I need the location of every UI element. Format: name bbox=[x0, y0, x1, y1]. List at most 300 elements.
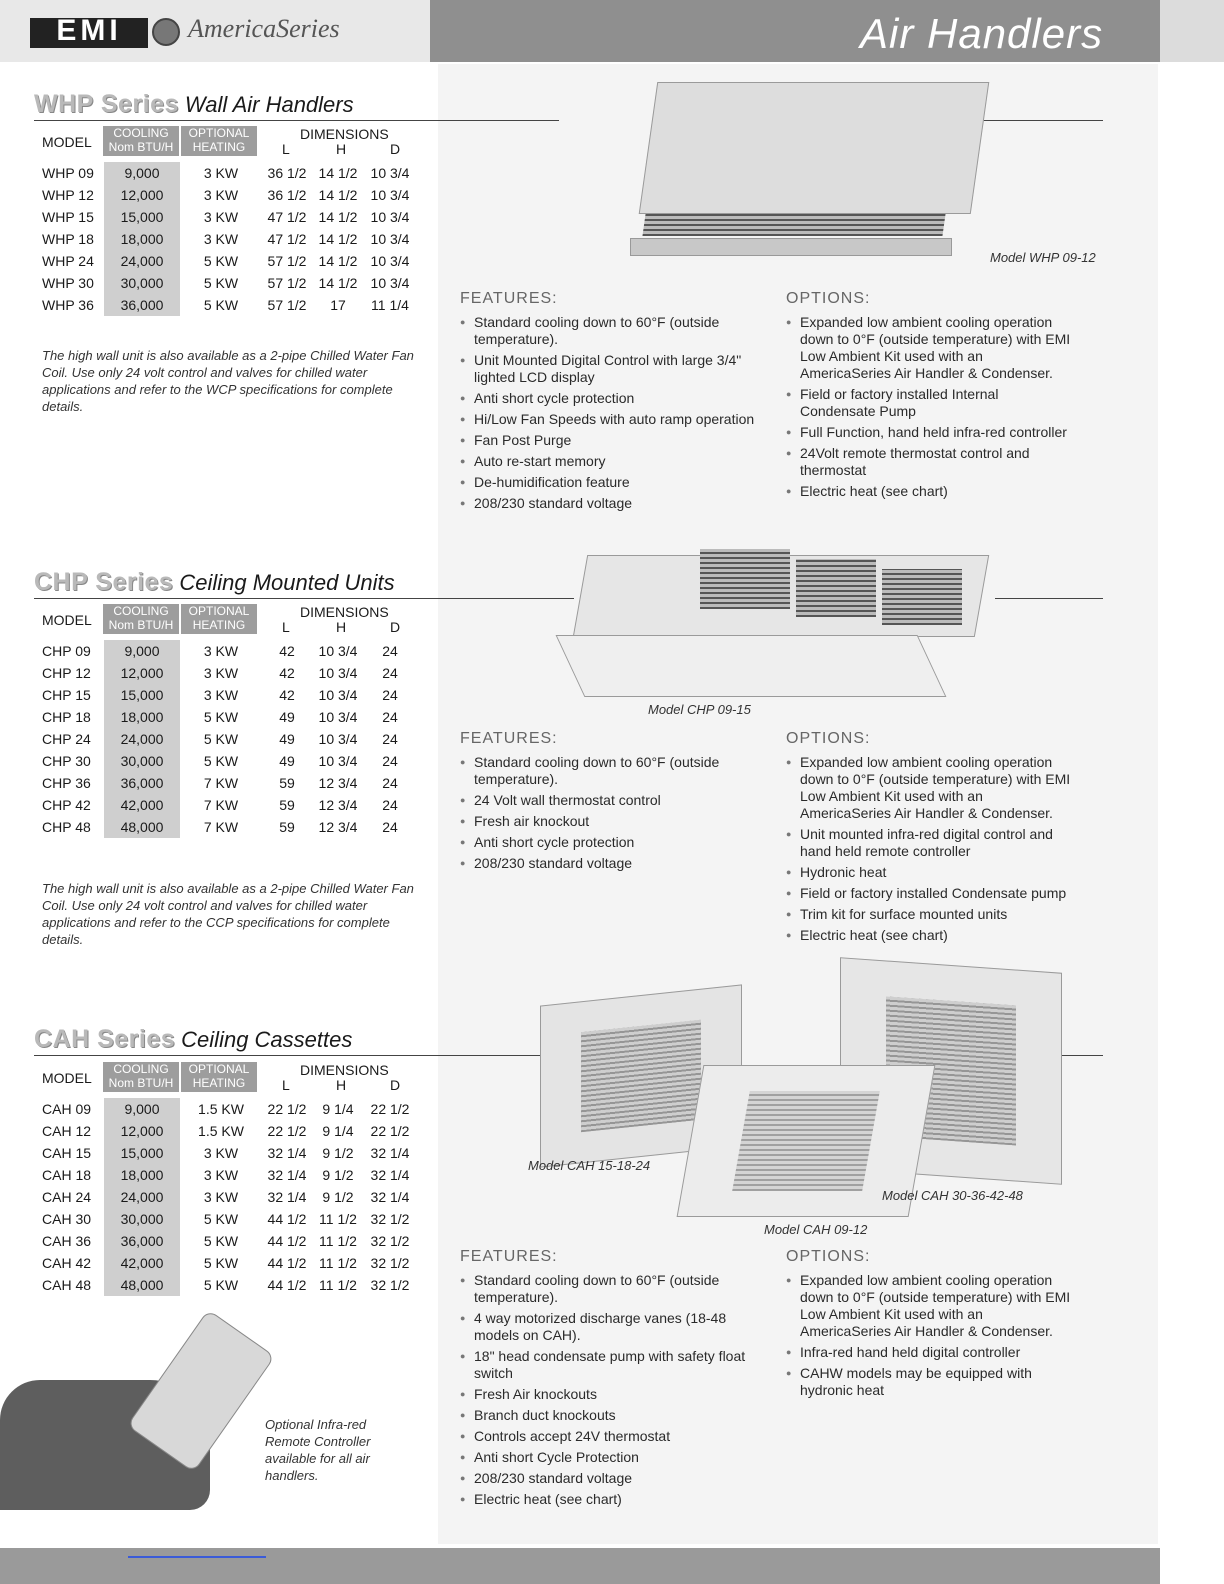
table-row bbox=[42, 816, 416, 838]
emi-logo: EMI bbox=[56, 14, 122, 47]
cell-heating: 7 KW bbox=[203, 797, 239, 813]
cell-l: 44 1/2 bbox=[267, 1211, 307, 1227]
cah-unit-medium-grille bbox=[732, 1091, 880, 1191]
cell-cooling: 24,000 bbox=[104, 1186, 180, 1208]
cah-options-label: OPTIONS: bbox=[786, 1248, 871, 1265]
table-row bbox=[42, 1230, 416, 1252]
table-row bbox=[42, 1186, 416, 1208]
table-row bbox=[42, 750, 416, 772]
cell-heating: 5 KW bbox=[203, 731, 239, 747]
cell-heating: 3 KW bbox=[203, 209, 239, 225]
cell-d: 24 bbox=[382, 687, 398, 703]
cell-h: 9 1/4 bbox=[322, 1123, 354, 1139]
table-row bbox=[42, 272, 416, 294]
list-item: ● Full Function, hand held infra-red controller bbox=[786, 424, 1076, 441]
cell-model: CHP 36 bbox=[42, 775, 91, 791]
cell-l: 36 1/2 bbox=[267, 165, 307, 181]
cell-l: 32 1/4 bbox=[267, 1189, 307, 1205]
cell-cooling: 30,000 bbox=[104, 1208, 180, 1230]
cell-h: 11 1/2 bbox=[319, 1277, 357, 1293]
cell-h: 11 1/2 bbox=[319, 1211, 357, 1227]
cell-l: 44 1/2 bbox=[267, 1277, 307, 1293]
cell-model: WHP 15 bbox=[42, 209, 94, 225]
cell-h: 10 3/4 bbox=[318, 709, 358, 725]
cell-heating: 3 KW bbox=[203, 643, 239, 659]
cell-l: 42 bbox=[279, 643, 295, 659]
list-item: ● CAHW models may be equipped with hydronic heat bbox=[786, 1365, 1076, 1399]
whp-spec-table bbox=[42, 162, 416, 316]
cell-l: 32 1/4 bbox=[267, 1167, 307, 1183]
whp-options-list bbox=[786, 314, 1076, 504]
table-row bbox=[42, 162, 416, 184]
list-item: ● Standard cooling down to 60°F (outside temperature). bbox=[460, 754, 760, 788]
list-item: ● Hydronic heat bbox=[786, 864, 1076, 881]
cell-d: 11 1/4 bbox=[371, 297, 409, 313]
cell-l: 59 bbox=[279, 819, 295, 835]
cell-h: 12 3/4 bbox=[318, 819, 358, 835]
cah-cooling-header-l2: Nom BTU/H bbox=[108, 1076, 174, 1090]
cell-h: 14 1/2 bbox=[318, 231, 358, 247]
cell-model: CAH 15 bbox=[42, 1145, 92, 1161]
cell-h: 9 1/2 bbox=[322, 1145, 354, 1161]
cell-heating: 5 KW bbox=[203, 297, 239, 313]
brand-series: AmericaSeries bbox=[188, 14, 340, 43]
page-footer bbox=[0, 1548, 1160, 1584]
cell-cooling: 9,000 bbox=[104, 162, 180, 184]
cell-d: 22 1/2 bbox=[370, 1123, 410, 1139]
cell-l: 49 bbox=[279, 753, 295, 769]
cah-heating-header bbox=[181, 1062, 257, 1092]
list-item: ● 208/230 standard voltage bbox=[460, 495, 770, 512]
cell-l: 59 bbox=[279, 775, 295, 791]
cell-model: CAH 48 bbox=[42, 1277, 92, 1293]
cell-heating: 3 KW bbox=[203, 1167, 239, 1183]
cell-cooling: 36,000 bbox=[104, 1230, 180, 1252]
whp-unit-body bbox=[639, 82, 990, 214]
cell-heating: 3 KW bbox=[203, 187, 239, 203]
list-item: ● Infra-red hand held digital controller bbox=[786, 1344, 1076, 1361]
cell-model: CHP 09 bbox=[42, 643, 91, 659]
cell-l: 22 1/2 bbox=[267, 1101, 307, 1117]
cell-heating: 5 KW bbox=[203, 1255, 239, 1271]
cell-model: CHP 48 bbox=[42, 819, 91, 835]
cell-d: 10 3/4 bbox=[370, 209, 410, 225]
chp-series-heading bbox=[34, 568, 395, 597]
cell-l: 44 1/2 bbox=[267, 1255, 307, 1271]
cell-l: 42 bbox=[279, 687, 295, 703]
cell-h: 12 3/4 bbox=[318, 775, 358, 791]
cell-d: 24 bbox=[382, 753, 398, 769]
cell-model: WHP 24 bbox=[42, 253, 94, 269]
table-row bbox=[42, 206, 416, 228]
list-item: ● Anti short cycle protection bbox=[460, 390, 770, 407]
cell-h: 11 1/2 bbox=[319, 1233, 357, 1249]
cell-d: 24 bbox=[382, 775, 398, 791]
table-row bbox=[42, 640, 416, 662]
cell-d: 32 1/2 bbox=[370, 1233, 410, 1249]
cell-heating: 1.5 KW bbox=[198, 1101, 244, 1117]
chp-cooling-header-l1: COOLING bbox=[113, 604, 169, 618]
list-item: ● 208/230 standard voltage bbox=[460, 855, 760, 872]
cell-model: CAH 42 bbox=[42, 1255, 92, 1271]
cell-h: 9 1/4 bbox=[322, 1101, 354, 1117]
chp-heating-header-l2: HEATING bbox=[192, 618, 246, 632]
cell-l: 47 1/2 bbox=[267, 231, 307, 247]
cell-model: WHP 18 bbox=[42, 231, 94, 247]
list-item: ● Trim kit for surface mounted units bbox=[786, 906, 1076, 923]
cell-d: 22 1/2 bbox=[370, 1101, 410, 1117]
whp-unit-grille bbox=[642, 214, 945, 236]
cell-h: 10 3/4 bbox=[318, 753, 358, 769]
cell-heating: 3 KW bbox=[203, 665, 239, 681]
cell-h: 12 3/4 bbox=[318, 797, 358, 813]
list-item: ● Standard cooling down to 60°F (outside temperature). bbox=[460, 1272, 760, 1306]
cell-heating: 7 KW bbox=[203, 819, 239, 835]
cell-d: 24 bbox=[382, 731, 398, 747]
cah-heating-header-l1: OPTIONAL bbox=[188, 1062, 250, 1076]
chp-unit-grille-2 bbox=[796, 559, 876, 617]
cell-h: 14 1/2 bbox=[318, 165, 358, 181]
cell-h: 9 1/2 bbox=[322, 1167, 354, 1183]
cell-d: 32 1/2 bbox=[370, 1255, 410, 1271]
cell-model: CHP 30 bbox=[42, 753, 91, 769]
cell-cooling: 15,000 bbox=[104, 684, 180, 706]
cell-cooling: 15,000 bbox=[104, 206, 180, 228]
cell-l: 57 1/2 bbox=[267, 275, 307, 291]
whp-model-header: MODEL bbox=[42, 134, 92, 150]
cell-h: 11 1/2 bbox=[319, 1255, 357, 1271]
whp-unit-base bbox=[630, 238, 952, 256]
cah-model-caption-c: Model CAH 09-12 bbox=[764, 1222, 868, 1237]
cell-cooling: 24,000 bbox=[104, 728, 180, 750]
whp-cooling-header bbox=[103, 126, 179, 156]
chp-unit-grille-1 bbox=[700, 549, 790, 609]
cell-model: CHP 18 bbox=[42, 709, 91, 725]
whp-d-header: D bbox=[390, 141, 401, 157]
cah-options-list bbox=[786, 1272, 1076, 1403]
cell-heating: 7 KW bbox=[203, 775, 239, 791]
chp-model-header: MODEL bbox=[42, 612, 92, 628]
whp-heating-header-l2: HEATING bbox=[192, 140, 246, 154]
table-row bbox=[42, 1274, 416, 1296]
cell-h: 10 3/4 bbox=[318, 643, 358, 659]
cah-model-caption-a: Model CAH 15-18-24 bbox=[528, 1158, 651, 1173]
cell-l: 57 1/2 bbox=[267, 253, 307, 269]
cell-heating: 5 KW bbox=[203, 1233, 239, 1249]
cell-model: WHP 09 bbox=[42, 165, 94, 181]
cell-model: CHP 42 bbox=[42, 797, 91, 813]
cah-l-header: L bbox=[282, 1077, 290, 1093]
chp-rule-right bbox=[995, 598, 1103, 599]
whp-options-label: OPTIONS: bbox=[786, 290, 871, 307]
cell-heating: 5 KW bbox=[203, 753, 239, 769]
chp-series-code: CHP Series bbox=[34, 568, 174, 596]
chp-unit-side bbox=[556, 635, 947, 697]
cell-cooling: 18,000 bbox=[104, 228, 180, 250]
page-title: Air Handlers bbox=[860, 10, 1104, 57]
cah-model-caption-b: Model CAH 30-36-42-48 bbox=[882, 1188, 1023, 1203]
cell-d: 10 3/4 bbox=[370, 187, 410, 203]
cell-heating: 3 KW bbox=[203, 231, 239, 247]
cah-units-image bbox=[540, 965, 1060, 1225]
cell-cooling: 30,000 bbox=[104, 750, 180, 772]
list-item: ● Unit Mounted Digital Control with large 3/4" lighted LCD display bbox=[460, 352, 770, 386]
cell-d: 24 bbox=[382, 797, 398, 813]
cell-heating: 3 KW bbox=[203, 687, 239, 703]
remote-controller-image bbox=[0, 1320, 270, 1520]
list-item: ● Controls accept 24V thermostat bbox=[460, 1428, 760, 1445]
cell-d: 10 3/4 bbox=[370, 165, 410, 181]
table-row bbox=[42, 1142, 416, 1164]
cell-model: WHP 36 bbox=[42, 297, 94, 313]
list-item: ● Field or factory installed Condensate pump bbox=[786, 885, 1076, 902]
table-row bbox=[42, 1252, 416, 1274]
chp-unit-grille-3 bbox=[882, 569, 962, 625]
table-row bbox=[42, 184, 416, 206]
cell-cooling: 42,000 bbox=[104, 1252, 180, 1274]
table-row bbox=[42, 684, 416, 706]
chp-features-label: FEATURES: bbox=[460, 730, 558, 747]
whp-unit-image bbox=[620, 82, 980, 262]
table-row bbox=[42, 1098, 416, 1120]
cell-cooling: 9,000 bbox=[104, 640, 180, 662]
chp-heating-header-l1: OPTIONAL bbox=[188, 604, 250, 618]
list-item: ● Fresh Air knockouts bbox=[460, 1386, 760, 1403]
list-item: ● 18" head condensate pump with safety float switch bbox=[460, 1348, 760, 1382]
whp-l-header: L bbox=[282, 141, 290, 157]
cell-l: 57 1/2 bbox=[267, 297, 307, 313]
cah-series-heading bbox=[34, 1025, 352, 1054]
cell-model: CAH 09 bbox=[42, 1101, 92, 1117]
cell-cooling: 18,000 bbox=[104, 706, 180, 728]
cell-h: 14 1/2 bbox=[318, 253, 358, 269]
cell-d: 32 1/2 bbox=[370, 1211, 410, 1227]
cell-l: 49 bbox=[279, 731, 295, 747]
cah-d-header: D bbox=[390, 1077, 401, 1093]
chp-l-header: L bbox=[282, 619, 290, 635]
whp-features-list bbox=[460, 314, 770, 516]
list-item: ● 24 Volt wall thermostat control bbox=[460, 792, 760, 809]
chp-spec-table bbox=[42, 640, 416, 838]
cell-h: 10 3/4 bbox=[318, 687, 358, 703]
cell-l: 22 1/2 bbox=[267, 1123, 307, 1139]
cell-heating: 3 KW bbox=[203, 165, 239, 181]
cell-model: CAH 18 bbox=[42, 1167, 92, 1183]
table-row bbox=[42, 1120, 416, 1142]
chp-series-subtitle: Ceiling Mounted Units bbox=[179, 570, 395, 595]
cah-features-list bbox=[460, 1272, 760, 1512]
list-item: ● 24Volt remote thermostat control and thermostat bbox=[786, 445, 1076, 479]
table-row bbox=[42, 294, 416, 316]
chp-unit-image bbox=[560, 525, 1000, 710]
chp-features-list bbox=[460, 754, 760, 876]
cell-cooling: 12,000 bbox=[104, 1120, 180, 1142]
cell-h: 17 bbox=[330, 297, 346, 313]
globe-icon bbox=[152, 18, 180, 46]
whp-features-label: FEATURES: bbox=[460, 290, 558, 307]
list-item: ● Unit mounted infra-red digital control and hand held remote controller bbox=[786, 826, 1076, 860]
cell-cooling: 9,000 bbox=[104, 1098, 180, 1120]
cell-h: 14 1/2 bbox=[318, 275, 358, 291]
whp-series-heading bbox=[34, 90, 354, 119]
table-row bbox=[42, 250, 416, 272]
cell-l: 47 1/2 bbox=[267, 209, 307, 225]
cah-rule bbox=[34, 1055, 554, 1056]
cell-l: 44 1/2 bbox=[267, 1233, 307, 1249]
cell-model: CAH 30 bbox=[42, 1211, 92, 1227]
cell-d: 24 bbox=[382, 665, 398, 681]
whp-cooling-header-l2: Nom BTU/H bbox=[108, 140, 174, 154]
cah-cooling-header bbox=[103, 1062, 179, 1092]
cell-heating: 3 KW bbox=[203, 1189, 239, 1205]
cell-d: 32 1/4 bbox=[370, 1167, 410, 1183]
list-item: ● Fresh air knockout bbox=[460, 813, 760, 830]
table-row bbox=[42, 772, 416, 794]
table-row bbox=[42, 662, 416, 684]
cell-h: 14 1/2 bbox=[318, 209, 358, 225]
cell-l: 49 bbox=[279, 709, 295, 725]
list-item: ● Expanded low ambient cooling operation down to 0°F (outside temperature) with EMI Low Ambient Kit used with an AmericaSeries Air Handler & Condenser. bbox=[786, 314, 1076, 382]
chp-options-list bbox=[786, 754, 1076, 948]
cell-h: 10 3/4 bbox=[318, 731, 358, 747]
table-row bbox=[42, 1208, 416, 1230]
cell-heating: 5 KW bbox=[203, 275, 239, 291]
cah-features-label: FEATURES: bbox=[460, 1248, 558, 1265]
cell-heating: 3 KW bbox=[203, 1145, 239, 1161]
cell-d: 24 bbox=[382, 819, 398, 835]
whp-rule-right bbox=[975, 120, 1103, 121]
list-item: ● Branch duct knockouts bbox=[460, 1407, 760, 1424]
cell-l: 59 bbox=[279, 797, 295, 813]
list-item: ● Electric heat (see chart) bbox=[786, 927, 1076, 944]
cell-h: 14 1/2 bbox=[318, 187, 358, 203]
cell-heating: 5 KW bbox=[203, 709, 239, 725]
cah-series-subtitle: Ceiling Cassettes bbox=[181, 1027, 353, 1052]
cell-d: 32 1/4 bbox=[370, 1145, 410, 1161]
cah-dimensions-header: DIMENSIONS bbox=[300, 1062, 389, 1078]
cell-cooling: 48,000 bbox=[104, 1274, 180, 1296]
cah-model-header: MODEL bbox=[42, 1070, 92, 1086]
cell-cooling: 36,000 bbox=[104, 772, 180, 794]
list-item: ● Anti short cycle protection bbox=[460, 834, 760, 851]
cell-model: CAH 24 bbox=[42, 1189, 92, 1205]
cell-model: CAH 36 bbox=[42, 1233, 92, 1249]
list-item: ● Anti short Cycle Protection bbox=[460, 1449, 760, 1466]
list-item: ● Standard cooling down to 60°F (outside temperature). bbox=[460, 314, 770, 348]
chp-heating-header bbox=[181, 604, 257, 634]
whp-model-caption: Model WHP 09-12 bbox=[990, 250, 1096, 265]
list-item: ● Field or factory installed Internal Condensate Pump bbox=[786, 386, 1076, 420]
cah-h-header: H bbox=[336, 1077, 347, 1093]
cah-spec-table bbox=[42, 1098, 416, 1296]
whp-series-code: WHP Series bbox=[34, 90, 179, 118]
chp-d-header: D bbox=[390, 619, 401, 635]
cell-cooling: 18,000 bbox=[104, 1164, 180, 1186]
cell-heating: 5 KW bbox=[203, 1211, 239, 1227]
cell-cooling: 30,000 bbox=[104, 272, 180, 294]
cell-cooling: 12,000 bbox=[104, 662, 180, 684]
list-item: ● Electric heat (see chart) bbox=[786, 483, 1076, 500]
cell-h: 10 3/4 bbox=[318, 665, 358, 681]
cell-cooling: 36,000 bbox=[104, 294, 180, 316]
list-item: ● Expanded low ambient cooling operation down to 0°F (outside temperature) with EMI Low Ambient Kit used with an AmericaSeries Air Handler & Condenser. bbox=[786, 1272, 1076, 1340]
list-item: ● Electric heat (see chart) bbox=[460, 1491, 760, 1508]
cell-l: 42 bbox=[279, 665, 295, 681]
cell-model: CAH 12 bbox=[42, 1123, 92, 1139]
cell-model: CHP 15 bbox=[42, 687, 91, 703]
cell-model: CHP 12 bbox=[42, 665, 91, 681]
footer-link[interactable] bbox=[128, 1556, 266, 1558]
whp-note: The high wall unit is also available as a 2-pipe Chilled Water Fan Coil. Use only 24 volt control and valves for chilled water applications and refer to the WCP specifications for complete details. bbox=[42, 348, 414, 414]
cell-d: 32 1/4 bbox=[370, 1189, 410, 1205]
cell-cooling: 48,000 bbox=[104, 816, 180, 838]
chp-cooling-header-l2: Nom BTU/H bbox=[108, 618, 174, 632]
whp-cooling-header-l1: COOLING bbox=[113, 126, 169, 140]
cell-heating: 5 KW bbox=[203, 1277, 239, 1293]
cell-d: 10 3/4 bbox=[370, 275, 410, 291]
cell-heating: 1.5 KW bbox=[198, 1123, 244, 1139]
whp-heating-header-l1: OPTIONAL bbox=[188, 126, 250, 140]
chp-cooling-header bbox=[103, 604, 179, 634]
cell-cooling: 42,000 bbox=[104, 794, 180, 816]
cell-d: 10 3/4 bbox=[370, 231, 410, 247]
list-item: ● Hi/Low Fan Speeds with auto ramp operation bbox=[460, 411, 770, 428]
list-item: ● 4 way motorized discharge vanes (18-48 models on CAH). bbox=[460, 1310, 760, 1344]
cell-l: 32 1/4 bbox=[267, 1145, 307, 1161]
chp-h-header: H bbox=[336, 619, 347, 635]
cah-cooling-header-l1: COOLING bbox=[113, 1062, 169, 1076]
table-row bbox=[42, 1164, 416, 1186]
whp-series-subtitle: Wall Air Handlers bbox=[184, 92, 354, 117]
table-row bbox=[42, 228, 416, 250]
chp-dimensions-header: DIMENSIONS bbox=[300, 604, 389, 620]
cell-cooling: 15,000 bbox=[104, 1142, 180, 1164]
cell-d: 24 bbox=[382, 643, 398, 659]
chp-options-label: OPTIONS: bbox=[786, 730, 871, 747]
cell-cooling: 12,000 bbox=[104, 184, 180, 206]
cah-unit-small-grille bbox=[581, 1020, 701, 1133]
cah-heating-header-l2: HEATING bbox=[192, 1076, 246, 1090]
cell-l: 36 1/2 bbox=[267, 187, 307, 203]
whp-rule bbox=[34, 120, 559, 121]
list-item: ● Auto re-start memory bbox=[460, 453, 770, 470]
remote-caption: Optional Infra-red Remote Controller available for all air handlers. bbox=[265, 1417, 371, 1483]
list-item: ● Expanded low ambient cooling operation down to 0°F (outside temperature) with EMI Low Ambient Kit used with an AmericaSeries Air Handler & Condenser. bbox=[786, 754, 1076, 822]
list-item: ● De-humidification feature bbox=[460, 474, 770, 491]
cell-model: WHP 12 bbox=[42, 187, 94, 203]
cell-d: 10 3/4 bbox=[370, 253, 410, 269]
cell-cooling: 24,000 bbox=[104, 250, 180, 272]
table-row bbox=[42, 794, 416, 816]
chp-model-caption: Model CHP 09-15 bbox=[648, 702, 751, 717]
whp-h-header: H bbox=[336, 141, 347, 157]
cell-h: 9 1/2 bbox=[322, 1189, 354, 1205]
cell-d: 24 bbox=[382, 709, 398, 725]
cah-series-code: CAH Series bbox=[34, 1025, 176, 1053]
table-row bbox=[42, 728, 416, 750]
cell-heating: 5 KW bbox=[203, 253, 239, 269]
cell-d: 32 1/2 bbox=[370, 1277, 410, 1293]
list-item: ● Fan Post Purge bbox=[460, 432, 770, 449]
whp-dimensions-header: DIMENSIONS bbox=[300, 126, 389, 142]
list-item: ● 208/230 standard voltage bbox=[460, 1470, 760, 1487]
whp-heating-header bbox=[181, 126, 257, 156]
cell-model: WHP 30 bbox=[42, 275, 94, 291]
cell-model: CHP 24 bbox=[42, 731, 91, 747]
chp-note: The high wall unit is also available as a 2-pipe Chilled Water Fan Coil. Use only 24 volt control and valves for chilled water applications and refer to the CCP specifications for complete details. bbox=[42, 881, 414, 947]
chp-rule bbox=[34, 598, 574, 599]
table-row bbox=[42, 706, 416, 728]
